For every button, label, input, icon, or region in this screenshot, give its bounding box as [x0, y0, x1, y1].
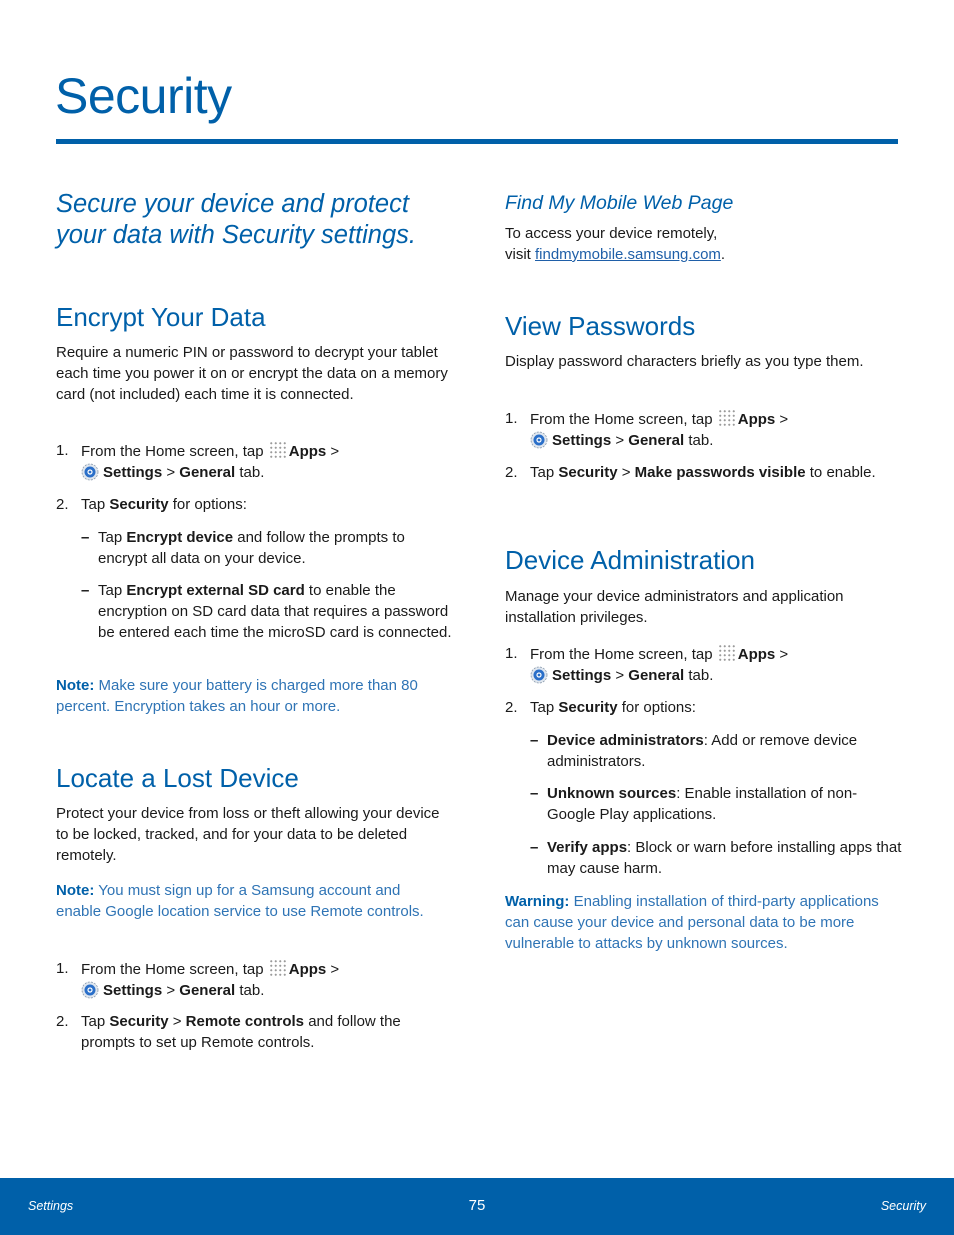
option-text: Tap — [98, 529, 127, 546]
passwords-step-1 — [505, 409, 905, 452]
option-text: : Block or warn before installing apps that may cause harm. — [547, 839, 902, 877]
option-text: and follow the prompts to encrypt all data on your device. — [98, 529, 405, 567]
intro-line-2: your data with Security settings. — [56, 221, 417, 249]
step-text: tab. — [235, 463, 265, 481]
separator: > — [162, 981, 180, 999]
step-number: 1. — [505, 645, 518, 662]
section-heading-encrypt: Encrypt Your Data — [56, 302, 266, 332]
general-label: General — [628, 431, 685, 449]
step-number: 2. — [56, 496, 69, 513]
locate-step-1 — [56, 959, 456, 1002]
locate-step-2 — [56, 1012, 456, 1054]
section-heading-device-administration: Device Administration — [505, 545, 755, 575]
settings-label: Settings — [103, 463, 163, 481]
find-my-mobile-text — [505, 224, 905, 266]
warning-text: Enabling installation of third-party applications can cause your device and personal data to be more vulnerable to attacks by unknown sources. — [505, 893, 879, 952]
encrypt-step-1 — [56, 441, 456, 484]
security-label: Security — [109, 1013, 169, 1030]
note-label: Note: — [56, 677, 95, 694]
separator: > — [617, 464, 635, 481]
note-label: Note: — [56, 882, 95, 899]
separator: > — [775, 646, 789, 663]
separator: > — [611, 666, 629, 684]
step-text: tab. — [235, 981, 265, 999]
apps-label: Apps — [737, 411, 776, 428]
period: . — [720, 245, 726, 263]
step-number: 2. — [505, 699, 518, 716]
settings-label: Settings — [103, 981, 163, 999]
footer-chapter: Settings — [28, 1199, 74, 1213]
step-text: Tap — [530, 699, 559, 716]
warning-label: Warning: — [505, 893, 570, 910]
subsection-heading-find-my-mobile: Find My Mobile Web Page — [505, 192, 734, 214]
admin-option-device-administrators — [505, 731, 905, 773]
bullet-dash: – — [530, 732, 539, 749]
step-text: to enable. — [805, 464, 876, 481]
section-heading-view-passwords: View Passwords — [505, 311, 696, 341]
page-title: Security — [55, 68, 232, 124]
intro-text — [56, 189, 416, 251]
apps-label: Apps — [288, 443, 327, 460]
bullet-dash: – — [81, 529, 90, 546]
admin-step-2 — [505, 698, 905, 719]
step-text: for options: — [617, 699, 696, 716]
encrypt-note — [56, 676, 436, 718]
option-label: Unknown sources — [547, 785, 677, 802]
bullet-dash: – — [530, 839, 539, 856]
step-number: 2. — [56, 1013, 69, 1030]
option-text: : Enable installation of non-Google Play applications. — [547, 785, 858, 823]
apps-grid-icon — [269, 959, 287, 977]
footer-page-number: 75 — [468, 1197, 486, 1214]
section-heading-locate: Locate a Lost Device — [56, 763, 299, 793]
step-text: From the Home screen, tap — [530, 646, 717, 663]
locate-description: Protect your device from loss or theft allowing your device to be locked, tracked, and for your data to be deleted remotely. — [56, 805, 440, 864]
admin-step-1 — [505, 644, 905, 687]
encrypt-option-encrypt-device — [56, 528, 456, 570]
locate-note — [56, 881, 431, 923]
step-text: From the Home screen, tap — [81, 443, 268, 460]
encrypt-description: Require a numeric PIN or password to decrypt your tablet each time you power it on or encrypt the data on a memory card (not included) each time it is connected. — [56, 344, 448, 403]
remote-controls-label: Remote controls — [185, 1013, 305, 1030]
step-text: for options: — [168, 496, 247, 513]
findmymobile-link[interactable]: findmymobile.samsung.com — [535, 245, 721, 263]
footer-section: Security — [880, 1199, 926, 1213]
apps-grid-icon — [269, 441, 287, 459]
admin-warning — [505, 892, 905, 954]
find-my-mobile-line-1: To access your device remotely, — [505, 225, 718, 242]
separator: > — [168, 1013, 186, 1030]
step-text: Tap — [81, 1013, 110, 1030]
view-passwords-description: Display password characters briefly as you type them. — [505, 353, 864, 370]
separator: > — [775, 411, 789, 428]
option-label: Encrypt device — [126, 529, 234, 546]
separator: > — [611, 431, 629, 449]
encrypt-step-2 — [56, 495, 456, 516]
visit-text: visit — [505, 245, 535, 263]
step-text: and follow the prompts to set up Remote controls. — [81, 1013, 401, 1051]
step-text: From the Home screen, tap — [530, 411, 717, 428]
step-number: 2. — [505, 464, 518, 481]
apps-grid-icon — [718, 409, 736, 427]
title-divider — [56, 139, 898, 144]
settings-gear-icon — [81, 463, 99, 481]
bullet-dash: – — [81, 582, 90, 599]
security-label: Security — [558, 699, 618, 716]
general-label: General — [628, 666, 685, 684]
intro-line-1: Secure your device and protect — [56, 190, 409, 218]
option-text: Tap — [98, 582, 127, 599]
note-text: You must sign up for a Samsung account and enable Google location service to use Remote controls. — [56, 882, 424, 920]
passwords-step-2 — [505, 463, 905, 484]
separator: > — [326, 961, 340, 978]
option-label: Verify apps — [547, 839, 628, 856]
device-administration-description: Manage your device administrators and application installation privileges. — [505, 588, 844, 626]
step-number: 1. — [56, 442, 69, 459]
settings-label: Settings — [552, 431, 612, 449]
settings-gear-icon — [530, 431, 548, 449]
general-label: General — [179, 463, 236, 481]
settings-gear-icon — [81, 981, 99, 999]
make-passwords-visible-label: Make passwords visible — [634, 464, 806, 481]
step-text: tab. — [684, 431, 714, 449]
apps-label: Apps — [288, 961, 327, 978]
apps-label: Apps — [737, 646, 776, 663]
general-label: General — [179, 981, 236, 999]
note-text: Make sure your battery is charged more than 80 percent. Encryption takes an hour or more. — [56, 677, 418, 715]
encrypt-option-encrypt-sd — [56, 581, 456, 643]
security-label: Security — [558, 464, 618, 481]
admin-option-verify-apps — [505, 838, 905, 880]
settings-gear-icon — [530, 666, 548, 684]
separator: > — [162, 463, 180, 481]
admin-option-unknown-sources — [505, 784, 905, 826]
step-number: 1. — [56, 960, 69, 977]
apps-grid-icon — [718, 644, 736, 662]
page-footer — [0, 1178, 954, 1235]
option-text: : Add or remove device administrators. — [547, 732, 858, 770]
settings-label: Settings — [552, 666, 612, 684]
option-label: Device administrators — [547, 732, 704, 749]
separator: > — [326, 443, 340, 460]
step-text: From the Home screen, tap — [81, 961, 268, 978]
step-text: Tap — [530, 464, 559, 481]
step-number: 1. — [505, 410, 518, 427]
bullet-dash: – — [530, 785, 539, 802]
step-text: Tap — [81, 496, 110, 513]
option-label: Encrypt external SD card — [126, 582, 305, 599]
security-label: Security — [109, 496, 169, 513]
step-text: tab. — [684, 666, 714, 684]
option-text: to enable the encryption on SD card data that requires a password be entered each time the microSD card is connected. — [98, 582, 452, 641]
